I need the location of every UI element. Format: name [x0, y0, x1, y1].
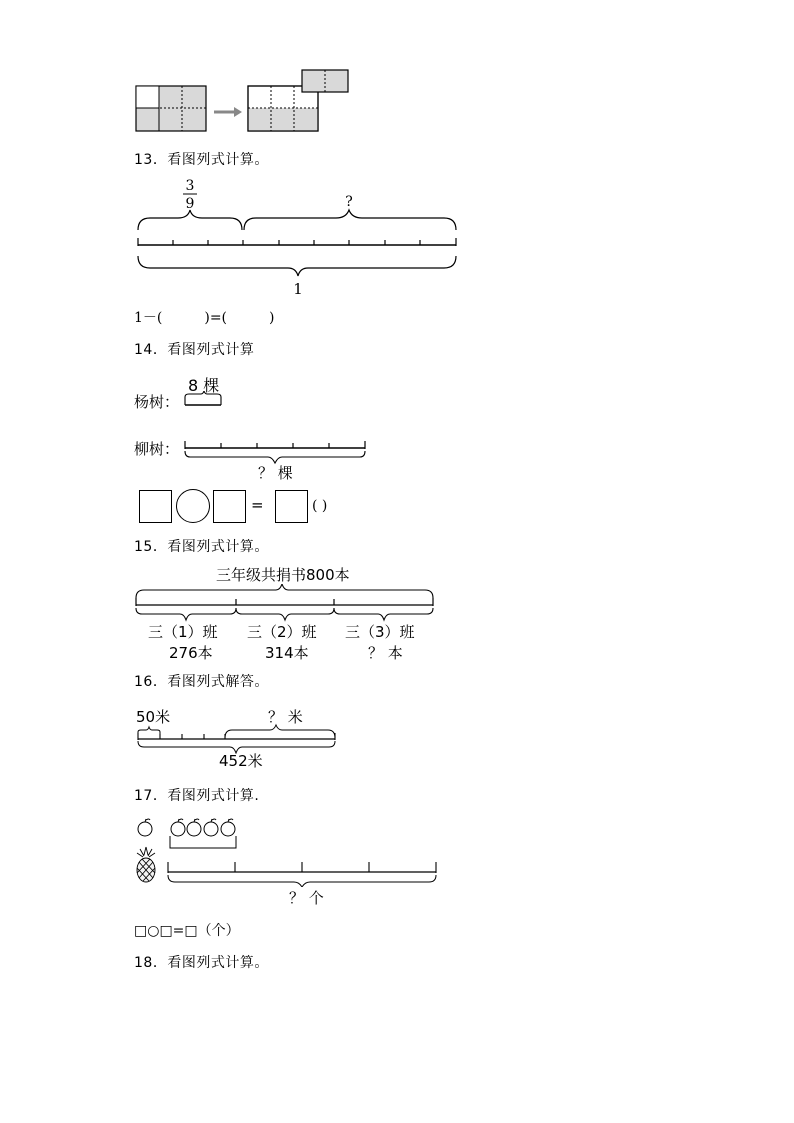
- q15-class-2-name: 三（2）班: [247, 623, 317, 641]
- q12-rectangle-figure: [130, 66, 360, 136]
- q15-class-3-name: 三（3）班: [345, 623, 415, 641]
- q16-part-label: 50米: [136, 708, 171, 726]
- q14-answer-box-3[interactable]: [275, 490, 308, 523]
- q17-formula: □○□=□（个）: [134, 923, 240, 939]
- q17-bar-diagram: [160, 855, 445, 887]
- q15-title: 15．看图列式计算。: [134, 539, 269, 555]
- q15-class-3-books: ？ 本: [368, 644, 403, 662]
- q13-question-mark: ?: [345, 194, 353, 210]
- pineapple-icon: [132, 845, 160, 885]
- q14-answer-box-2[interactable]: [213, 490, 246, 523]
- apple-icon: [221, 819, 235, 836]
- q14-yang-count: 8 棵: [188, 376, 220, 395]
- q15-class-1-books: 276本: [169, 644, 213, 662]
- q14-title: 14．看图列式计算: [134, 342, 255, 358]
- q13-title: 13．看图列式计算。: [134, 152, 269, 168]
- q14-label-liu: 柳树：: [134, 440, 180, 458]
- q16-title: 16．看图列式解答。: [134, 674, 269, 690]
- q16-question-label: ？ 米: [268, 708, 303, 726]
- q14-operator-circle[interactable]: [176, 489, 210, 523]
- q13-fraction-numerator: 3: [185, 178, 195, 194]
- q17-question-label: ？ 个: [289, 889, 324, 907]
- q14-yang-bar: [180, 391, 230, 411]
- q15-class-2-books: 314本: [265, 644, 309, 662]
- q13-fraction-denominator: 9: [185, 196, 195, 212]
- apple-icon: [204, 819, 218, 836]
- q13-total-label: 1: [293, 280, 303, 298]
- apple-icon: [171, 819, 185, 836]
- apple-icon: [138, 819, 152, 836]
- q13-formula: 1－( )=( ): [134, 310, 275, 326]
- q18-title: 18．看图列式计算。: [134, 955, 269, 971]
- q16-total-label: 452米: [219, 752, 263, 770]
- q14-unit-paren: ( ): [312, 498, 328, 514]
- q14-answer-box-1[interactable]: [139, 490, 172, 523]
- apple-icon: [187, 819, 201, 836]
- q15-class-1-name: 三（1）班: [148, 623, 218, 641]
- q14-equals-sign: =: [251, 496, 264, 514]
- q14-label-yang: 杨树：: [134, 393, 180, 411]
- q13-number-line-diagram: [130, 172, 470, 302]
- q15-total-label: 三年级共捐书800本: [216, 566, 350, 584]
- q14-liu-count: ？ 棵: [258, 464, 293, 482]
- q17-title: 17．看图列式计算.: [134, 788, 260, 804]
